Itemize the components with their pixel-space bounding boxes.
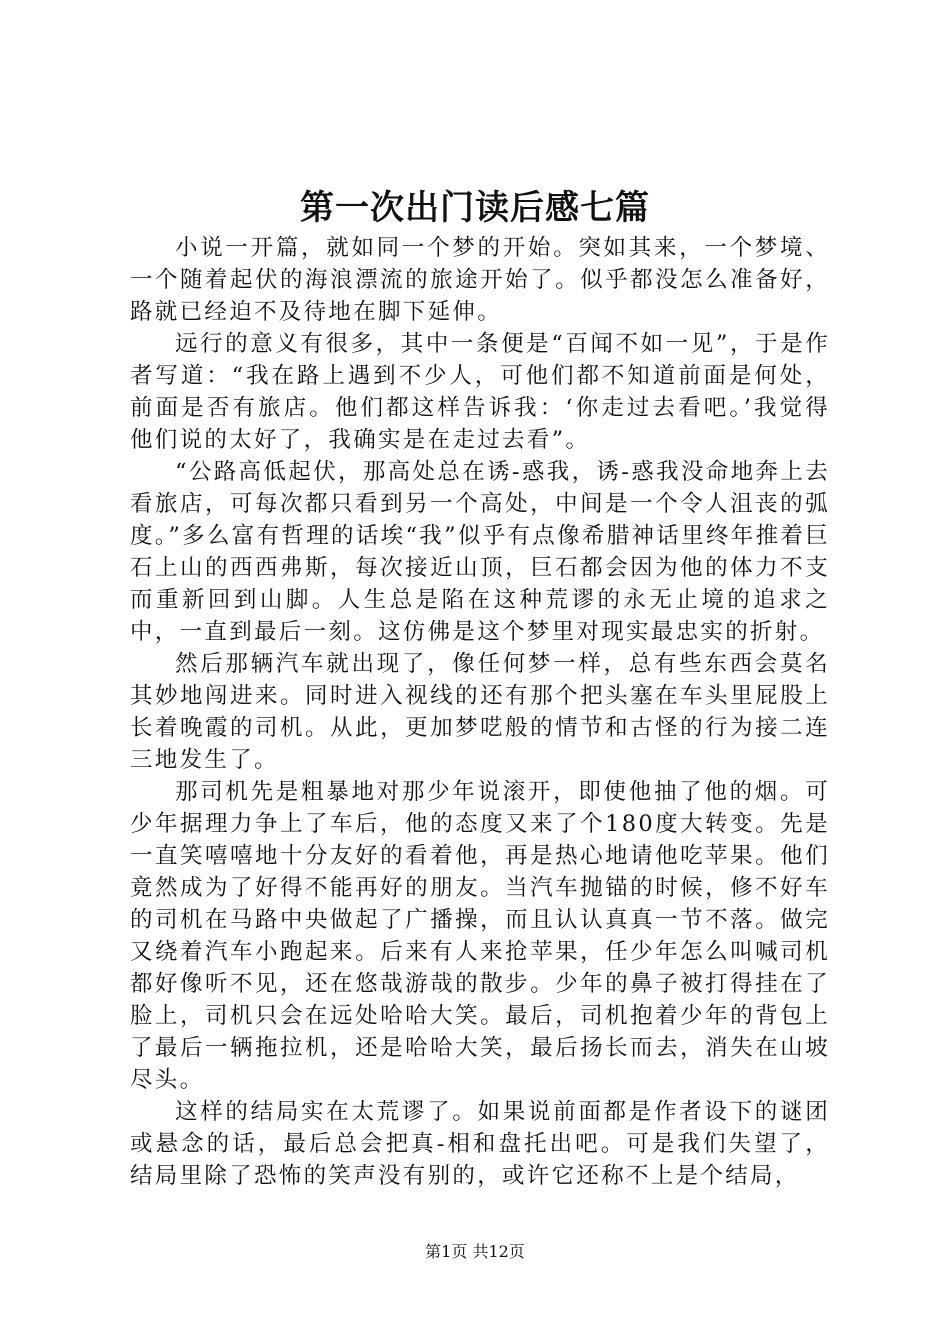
document-body bbox=[130, 232, 830, 1192]
document-title: 第一次出门读后感七篇 bbox=[300, 188, 650, 228]
paragraph-1: 小说一开篇，就如同一个梦的开始。突如其来，一个梦境、一个随着起伏的海浪漂流的旅途开始了。似乎都没怎么准备好，路就已经迫不及待地在脚下延伸。 bbox=[130, 235, 830, 325]
page-number-footer: 第1页 共12页 bbox=[425, 1242, 525, 1261]
paragraph-2: 远行的意义有很多，其中一条便是“百闻不如一见”，于是作者写道：“我在路上遇到不少人，可他们都不知道前面是何处，前面是否有旅店。他们都这样告诉我：‘你走过去看吧。’我觉得他们说的太好了，我确实是在走过去看”。 bbox=[130, 331, 830, 453]
paragraph-3: “公路高低起伏，那高处总在诱-惑我，诱-惑我没命地奔上去看旅店，可每次都只看到另一个高处，中间是一个令人沮丧的弧度。”多么富有哲理的话埃“我”似乎有点像希腊神话里终年推着巨石上山的西西弗斯，每次接近山顶，巨石都会因为他的体力不支而重新回到山脚。人生总是陷在这种荒谬的永无止境的追求之中，一直到最后一刻。这仿佛是这个梦里对现实最忠实的折射。 bbox=[130, 459, 830, 645]
paragraph-6: 这样的结局实在太荒谬了。如果说前面都是作者设下的谜团或悬念的话，最后总会把真-相和盘托出吧。可是我们失望了，结局里除了恐怖的笑声没有别的，或许它还称不上是个结局， bbox=[130, 1099, 830, 1189]
paragraph-5: 那司机先是粗暴地对那少年说滚开，即使他抽了他的烟。可少年据理力争上了车后，他的态度又来了个180度大转变。先是一直笑嘻嘻地十分友好的看着他，再是热心地请他吃苹果。他们竟然成为了好得不能再好的朋友。当汽车抛锚的时候，修不好车的司机在马路中央做起了广播操，而且认认真真一节不落。做完又绕着汽车小跑起来。后来有人来抢苹果，任少年怎么叫喊司机都好像听不见，还在悠哉游哉的散步。少年的鼻子被打得挂在了脸上，司机只会在远处哈哈大笑。最后，司机抱着少年的背包上了最后一辆拖拉机，还是哈哈大笑，最后扬长而去，消失在山坡尽头。 bbox=[130, 779, 830, 1093]
paragraph-4: 然后那辆汽车就出现了，像任何梦一样，总有些东西会莫名其妙地闯进来。同时进入视线的还有那个把头塞在车头里屁股上长着晚霞的司机。从此，更加梦呓般的情节和古怪的行为接二连三地发生了。 bbox=[130, 651, 830, 773]
